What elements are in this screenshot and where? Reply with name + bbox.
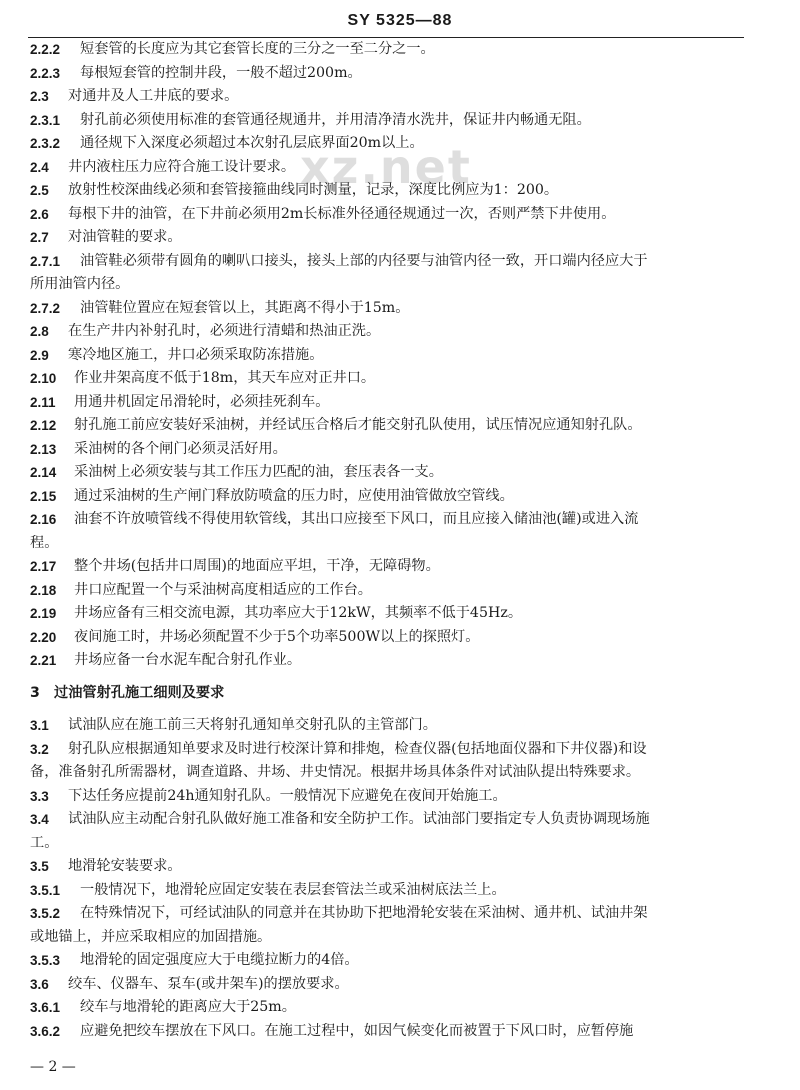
clause-row xyxy=(0,902,800,926)
clause-continuation: 备，准备射孔所需器材，调查道路、井场、井史情况。根据井场具体条件对试油队提出特殊要求。 xyxy=(30,764,641,780)
clause-text: 夜间施工时，井场必须配置不少于5个功率500W以上的探照灯。 xyxy=(74,628,480,645)
clause-number: 3.5.1 xyxy=(30,882,61,898)
clause-text: 井场应备有三相交流电源，其功率应大于12kW，其频率不低于45Hz。 xyxy=(74,605,523,621)
clause-number: 2.14 xyxy=(30,465,57,480)
clause-text: 绞车、仪器车、泵车(或井架车)的摆放要求。 xyxy=(68,975,349,992)
clause-number: 2.9 xyxy=(30,347,49,363)
clause-number: 2.8 xyxy=(30,324,49,339)
clause-row xyxy=(0,62,800,86)
clause-number: 2.3.2 xyxy=(30,136,61,151)
clause-row xyxy=(0,785,800,809)
clause-continuation: 程。 xyxy=(30,534,59,551)
clause-text: 地滑轮安装要求。 xyxy=(68,858,182,874)
clause-text: 寒冷地区施工，井口必须采取防冻措施。 xyxy=(68,346,324,363)
clause-text: 射孔前必须使用标准的套管通径规通井，并用清净清水洗井，保证井内畅通无阻。 xyxy=(80,111,591,128)
clause-text: 井口应配置一个与采油树高度相适应的工作台。 xyxy=(74,581,372,598)
clause-row xyxy=(0,508,800,532)
clause-number: 2.15 xyxy=(30,488,57,504)
section-gap xyxy=(0,673,800,682)
section-gap xyxy=(0,705,800,714)
clause-number: 3.6.1 xyxy=(30,1000,61,1015)
clause-row xyxy=(0,109,800,133)
clause-number: 3.2 xyxy=(30,741,49,757)
clause-text: 试油队应在施工前三天将射孔通知单交射孔队的主管部门。 xyxy=(68,717,437,733)
clause-number: 2.5 xyxy=(30,183,49,198)
clause-row xyxy=(0,855,800,879)
clause-number: 2.2.3 xyxy=(30,65,61,81)
section-3-title: 3 过油管射孔施工细则及要求 xyxy=(30,684,225,701)
clause-text: 每根下井的油管，在下井前必须用2m长标准外径通径规通过一次，否则严禁下井使用。 xyxy=(68,205,616,222)
clause-row xyxy=(0,973,800,997)
clause-number: 2.2.2 xyxy=(30,42,61,57)
clause-number: 2.7 xyxy=(30,230,49,245)
clause-continuation: 工。 xyxy=(30,834,59,851)
clause-text: 作业井架高度不低于18m，其天车应对正井口。 xyxy=(74,370,376,386)
clause-row xyxy=(0,414,800,438)
clause-row xyxy=(0,203,800,227)
clause-row xyxy=(0,38,800,62)
clause-number: 3.4 xyxy=(30,812,49,827)
clause-row xyxy=(0,156,800,180)
clause-number: 2.16 xyxy=(30,512,57,527)
clause-row xyxy=(0,579,800,603)
clause-row xyxy=(0,391,800,415)
clause-number: 2.17 xyxy=(30,559,57,574)
clause-text: 下达任务应提前24h通知射孔队。一般情况下应避免在夜间开始施工。 xyxy=(68,787,507,804)
clause-text: 绞车与地滑轮的距离应大于25m。 xyxy=(80,999,296,1015)
clause-text: 射孔施工前应安装好采油树，并经试压合格后才能交射孔队使用，试压情况应通知射孔队。 xyxy=(74,417,642,433)
clause-continuation: 所用油管内径。 xyxy=(30,276,130,292)
clause-number: 3.5.2 xyxy=(30,906,61,921)
clause-number: 3.5 xyxy=(30,859,49,874)
section-3-items xyxy=(0,714,800,1043)
clause-text: 油套不许放喷管线不得使用软管线，其出口应接至下风口，而且应接入储油池(罐)或进入流 xyxy=(74,511,639,527)
clause-text: 油管鞋必须带有圆角的喇叭口接头，接头上部的内径要与油管内径一致，开口端内径应大于 xyxy=(80,252,648,269)
clause-text: 试油队应主动配合射孔队做好施工准备和安全防护工作。试油部门要指定专人负责协调现场施 xyxy=(68,811,650,827)
clause-text: 地滑轮的固定强度应大于电缆拉断力的4倍。 xyxy=(80,952,359,968)
clause-text: 每根短套管的控制井段，一般不超过200m。 xyxy=(80,64,362,81)
clause-number: 2.12 xyxy=(30,418,57,433)
clause-continuation: 或地锚上，并应采取相应的加固措施。 xyxy=(30,928,272,945)
clause-text: 整个井场(包括井口周围)的地面应平坦，干净，无障碍物。 xyxy=(74,558,440,574)
clause-text: 在特殊情况下，可经试油队的同意并在其协助下把地滑轮安装在采油树、通井机、试油井架 xyxy=(80,905,648,921)
clause-number: 2.6 xyxy=(30,206,49,222)
clause-number: 2.7.2 xyxy=(30,300,61,316)
clause-row xyxy=(0,602,800,626)
clause-text: 通过采油树的生产闸门释放防喷盒的压力时，应使用油管做放空管线。 xyxy=(74,487,514,504)
clause-text: 射孔队应根据通知单要求及时进行校深计算和排炮，检查仪器(包括地面仪器和下井仪器)和设 xyxy=(68,740,647,757)
clause-row xyxy=(0,649,800,673)
document-body xyxy=(0,38,800,1043)
clause-row xyxy=(0,738,800,762)
clause-number: 3.6 xyxy=(30,976,49,992)
clause-text: 对通井及人工井底的要求。 xyxy=(68,88,239,104)
clause-number: 2.20 xyxy=(30,629,57,645)
clause-number: 2.21 xyxy=(30,653,57,668)
clause-row xyxy=(0,555,800,579)
clause-row xyxy=(0,85,800,109)
clause-row xyxy=(0,132,800,156)
clause-row xyxy=(0,949,800,973)
clause-text: 井内液柱压力应符合施工设计要求。 xyxy=(68,158,296,175)
clause-number: 2.7.1 xyxy=(30,253,61,269)
clause-text: 采油树上必须安装与其工作压力匹配的油，套压表各一支。 xyxy=(74,464,443,480)
clause-row xyxy=(0,714,800,738)
clause-text: 应避免把绞车摆放在下风口。在施工过程中，如因气候变化而被置于下风口时，应暂停施 xyxy=(80,1022,634,1039)
clause-row xyxy=(0,438,800,462)
clause-number: 2.3 xyxy=(30,89,49,104)
watermark: xz.net xyxy=(300,140,472,194)
clause-number: 3.5.3 xyxy=(30,953,61,968)
clause-text: 一般情况下，地滑轮应固定安装在表层套管法兰或采油树底法兰上。 xyxy=(80,881,506,898)
clause-row xyxy=(0,1020,800,1044)
clause-row xyxy=(0,367,800,391)
standard-header: SY 5325—88 xyxy=(347,12,453,29)
clause-text: 通径规下入深度必须超过本次射孔层底界面20m以上。 xyxy=(80,135,424,151)
clause-text: 井场应备一台水泥车配合射孔作业。 xyxy=(74,652,302,668)
clause-row xyxy=(0,344,800,368)
clause-number: 2.11 xyxy=(30,394,56,410)
clause-row xyxy=(0,485,800,509)
clause-number: 2.4 xyxy=(30,159,49,175)
clause-number: 2.19 xyxy=(30,606,57,621)
clause-text: 油管鞋位置应在短套管以上，其距离不得小于15m。 xyxy=(80,299,410,316)
clause-row xyxy=(0,250,800,274)
page-number: — 2 — xyxy=(30,1059,76,1075)
clause-number: 3.6.2 xyxy=(30,1023,61,1039)
clause-number: 2.13 xyxy=(30,441,57,457)
clause-number: 2.10 xyxy=(30,371,57,386)
clause-text: 在生产井内补射孔时，必须进行清蜡和热油正洗。 xyxy=(68,323,381,339)
clause-number: 2.3.1 xyxy=(30,112,61,128)
clause-row xyxy=(0,879,800,903)
clause-row xyxy=(0,297,800,321)
clause-row xyxy=(0,320,800,344)
clause-text: 放射性校深曲线必须和套管接箍曲线同时测量，记录，深度比例应为1：200。 xyxy=(68,182,559,198)
clause-text: 用通井机固定吊滑轮时，必须挂死刹车。 xyxy=(74,393,330,410)
clause-row xyxy=(0,808,800,832)
clause-text: 对油管鞋的要求。 xyxy=(68,229,182,245)
clause-number: 3.3 xyxy=(30,788,49,804)
clause-text: 采油树的各个闸门必须灵活好用。 xyxy=(74,440,287,457)
clause-row xyxy=(0,626,800,650)
clause-text: 短套管的长度应为其它套管长度的三分之一至二分之一。 xyxy=(80,41,435,57)
clause-row xyxy=(0,226,800,250)
clause-row xyxy=(0,179,800,203)
clause-row xyxy=(0,996,800,1020)
clause-number: 3.1 xyxy=(30,718,49,733)
clause-number: 2.18 xyxy=(30,582,57,598)
clause-row xyxy=(0,461,800,485)
section-2-items xyxy=(0,38,800,673)
